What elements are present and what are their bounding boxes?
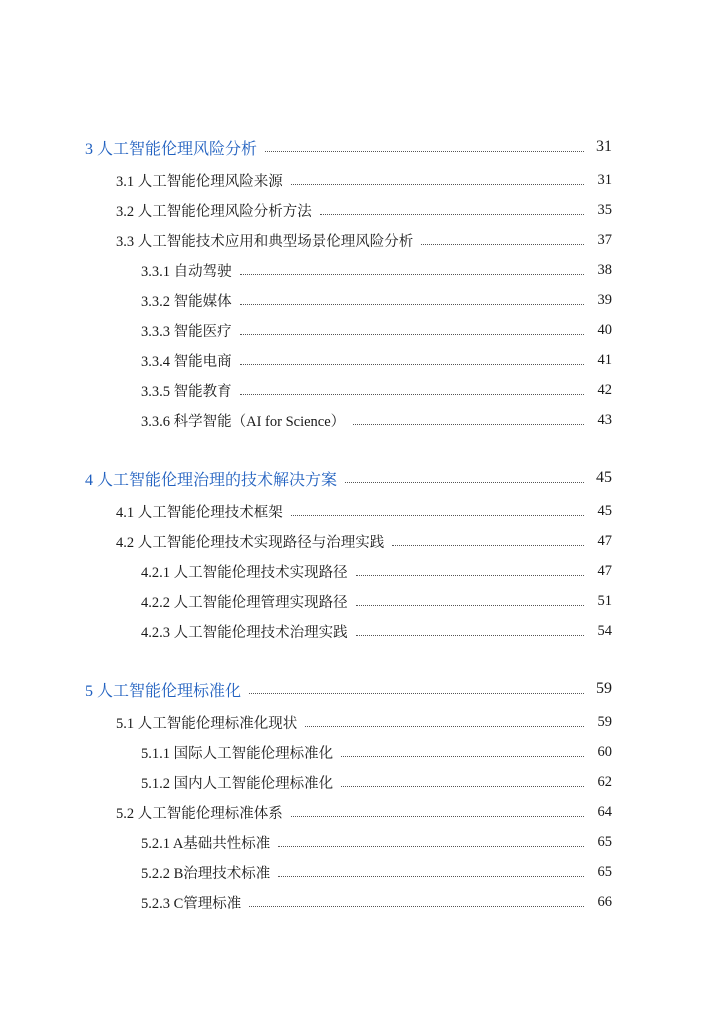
toc-subsection-3-3-5[interactable] [141, 378, 612, 402]
dot-leader [249, 906, 584, 907]
toc-section-4-2[interactable] [116, 529, 612, 553]
toc-entry-label: 5 人工智能伦理标准化 [85, 682, 242, 700]
toc-page-number: 62 [597, 773, 612, 790]
toc-entry-label: 4.2.2 人工智能伦理管理实现路径 [141, 594, 348, 611]
toc-entry-label: 4.2.3 人工智能伦理技术治理实践 [141, 624, 348, 641]
toc-section-4-1[interactable] [116, 499, 612, 523]
toc-subsection-4-2-2[interactable] [141, 589, 612, 613]
toc-subsection-5-1-2[interactable] [141, 770, 612, 794]
toc-entry-label: 3.3.6 科学智能（AI for Science） [141, 413, 346, 430]
toc-page-number: 64 [597, 803, 612, 820]
toc-section-3-3[interactable] [116, 228, 612, 252]
toc-page-number: 45 [597, 502, 612, 519]
toc-chapter-3[interactable] [85, 135, 612, 159]
toc-subsection-5-2-2[interactable] [141, 860, 612, 884]
dot-leader [341, 786, 584, 787]
toc-entry-label: 3.3.3 智能医疗 [141, 323, 232, 340]
toc-page-number: 37 [597, 231, 612, 248]
dot-leader [305, 726, 584, 727]
toc-entry-label: 5.1.2 国内人工智能伦理标准化 [141, 775, 334, 792]
toc-entry-label: 4.2 人工智能伦理技术实现路径与治理实践 [116, 534, 385, 551]
toc-section-5-2[interactable] [116, 800, 612, 824]
toc-subsection-4-2-1[interactable] [141, 559, 612, 583]
toc-page-number: 40 [597, 321, 612, 338]
dot-leader [341, 756, 584, 757]
toc-entry-label: 5.1.1 国际人工智能伦理标准化 [141, 745, 334, 762]
toc-page-number: 54 [597, 622, 612, 639]
toc-page-number: 35 [597, 201, 612, 218]
toc-subsection-3-3-6[interactable] [141, 408, 612, 432]
toc-subsection-5-2-1[interactable] [141, 830, 612, 854]
toc-subsection-5-2-3[interactable] [141, 890, 612, 914]
toc-page-number: 59 [596, 680, 612, 697]
toc-page-number: 47 [597, 562, 612, 579]
dot-leader [265, 151, 584, 152]
dot-leader [291, 515, 584, 516]
toc-entry-label: 4.2.1 人工智能伦理技术实现路径 [141, 564, 348, 581]
toc-page-number: 65 [597, 833, 612, 850]
toc-page-number: 65 [597, 863, 612, 880]
toc-page-number: 47 [597, 532, 612, 549]
toc-entry-label: 3.3 人工智能技术应用和典型场景伦理风险分析 [116, 233, 414, 250]
toc-entry-label: 5.1 人工智能伦理标准化现状 [116, 715, 298, 732]
toc-entry-label: 3.1 人工智能伦理风险来源 [116, 173, 283, 190]
toc-entry-label: 3.3.1 自动驾驶 [141, 263, 232, 280]
toc-entry-label: 4.1 人工智能伦理技术框架 [116, 504, 283, 521]
toc-subsection-3-3-3[interactable] [141, 318, 612, 342]
toc-subsection-3-3-1[interactable] [141, 258, 612, 282]
dot-leader [240, 304, 584, 305]
dot-leader [240, 364, 584, 365]
dot-leader [240, 394, 584, 395]
toc-page-number: 66 [597, 893, 612, 910]
toc-entry-label: 3.3.4 智能电商 [141, 353, 232, 370]
toc-section-3-2[interactable] [116, 198, 612, 222]
toc-page-number: 38 [597, 261, 612, 278]
dot-leader [353, 424, 584, 425]
toc-section-3-1[interactable] [116, 168, 612, 192]
toc-subsection-5-1-1[interactable] [141, 740, 612, 764]
toc-chapter-4[interactable] [85, 466, 612, 490]
toc-page-number: 51 [597, 592, 612, 609]
dot-leader [356, 635, 584, 636]
dot-leader [345, 482, 584, 483]
toc-page-number: 42 [597, 381, 612, 398]
toc-entry-label: 3.3.2 智能媒体 [141, 293, 232, 310]
toc-page-number: 31 [596, 138, 612, 155]
toc-entry-label: 3.2 人工智能伦理风险分析方法 [116, 203, 312, 220]
toc-subsection-3-3-4[interactable] [141, 348, 612, 372]
dot-leader [356, 605, 584, 606]
toc-entry-label: 4 人工智能伦理治理的技术解决方案 [85, 471, 338, 489]
toc-entry-label: 5.2.1 A基础共性标准 [141, 835, 271, 852]
toc-page-number: 45 [596, 469, 612, 486]
dot-leader [249, 693, 584, 694]
toc-page-number: 60 [597, 743, 612, 760]
dot-leader [291, 816, 584, 817]
toc-page-number: 31 [597, 171, 612, 188]
toc-section-5-1[interactable] [116, 710, 612, 734]
dot-leader [240, 334, 584, 335]
toc-page-number: 59 [597, 713, 612, 730]
toc-subsection-3-3-2[interactable] [141, 288, 612, 312]
dot-leader [291, 184, 584, 185]
dot-leader [320, 214, 584, 215]
toc-page-number: 41 [597, 351, 612, 368]
toc-entry-label: 3.3.5 智能教育 [141, 383, 232, 400]
toc-page-number: 39 [597, 291, 612, 308]
dot-leader [392, 545, 584, 546]
toc-page-number: 43 [597, 411, 612, 428]
dot-leader [240, 274, 584, 275]
dot-leader [278, 876, 584, 877]
toc-subsection-4-2-3[interactable] [141, 619, 612, 643]
toc-entry-label: 5.2.2 B治理技术标准 [141, 865, 271, 882]
dot-leader [278, 846, 584, 847]
toc-entry-label: 5.2.3 C管理标准 [141, 895, 242, 912]
toc-entry-label: 5.2 人工智能伦理标准体系 [116, 805, 283, 822]
dot-leader [421, 244, 584, 245]
toc-entry-label: 3 人工智能伦理风险分析 [85, 140, 258, 158]
toc-chapter-5[interactable] [85, 677, 612, 701]
dot-leader [356, 575, 584, 576]
